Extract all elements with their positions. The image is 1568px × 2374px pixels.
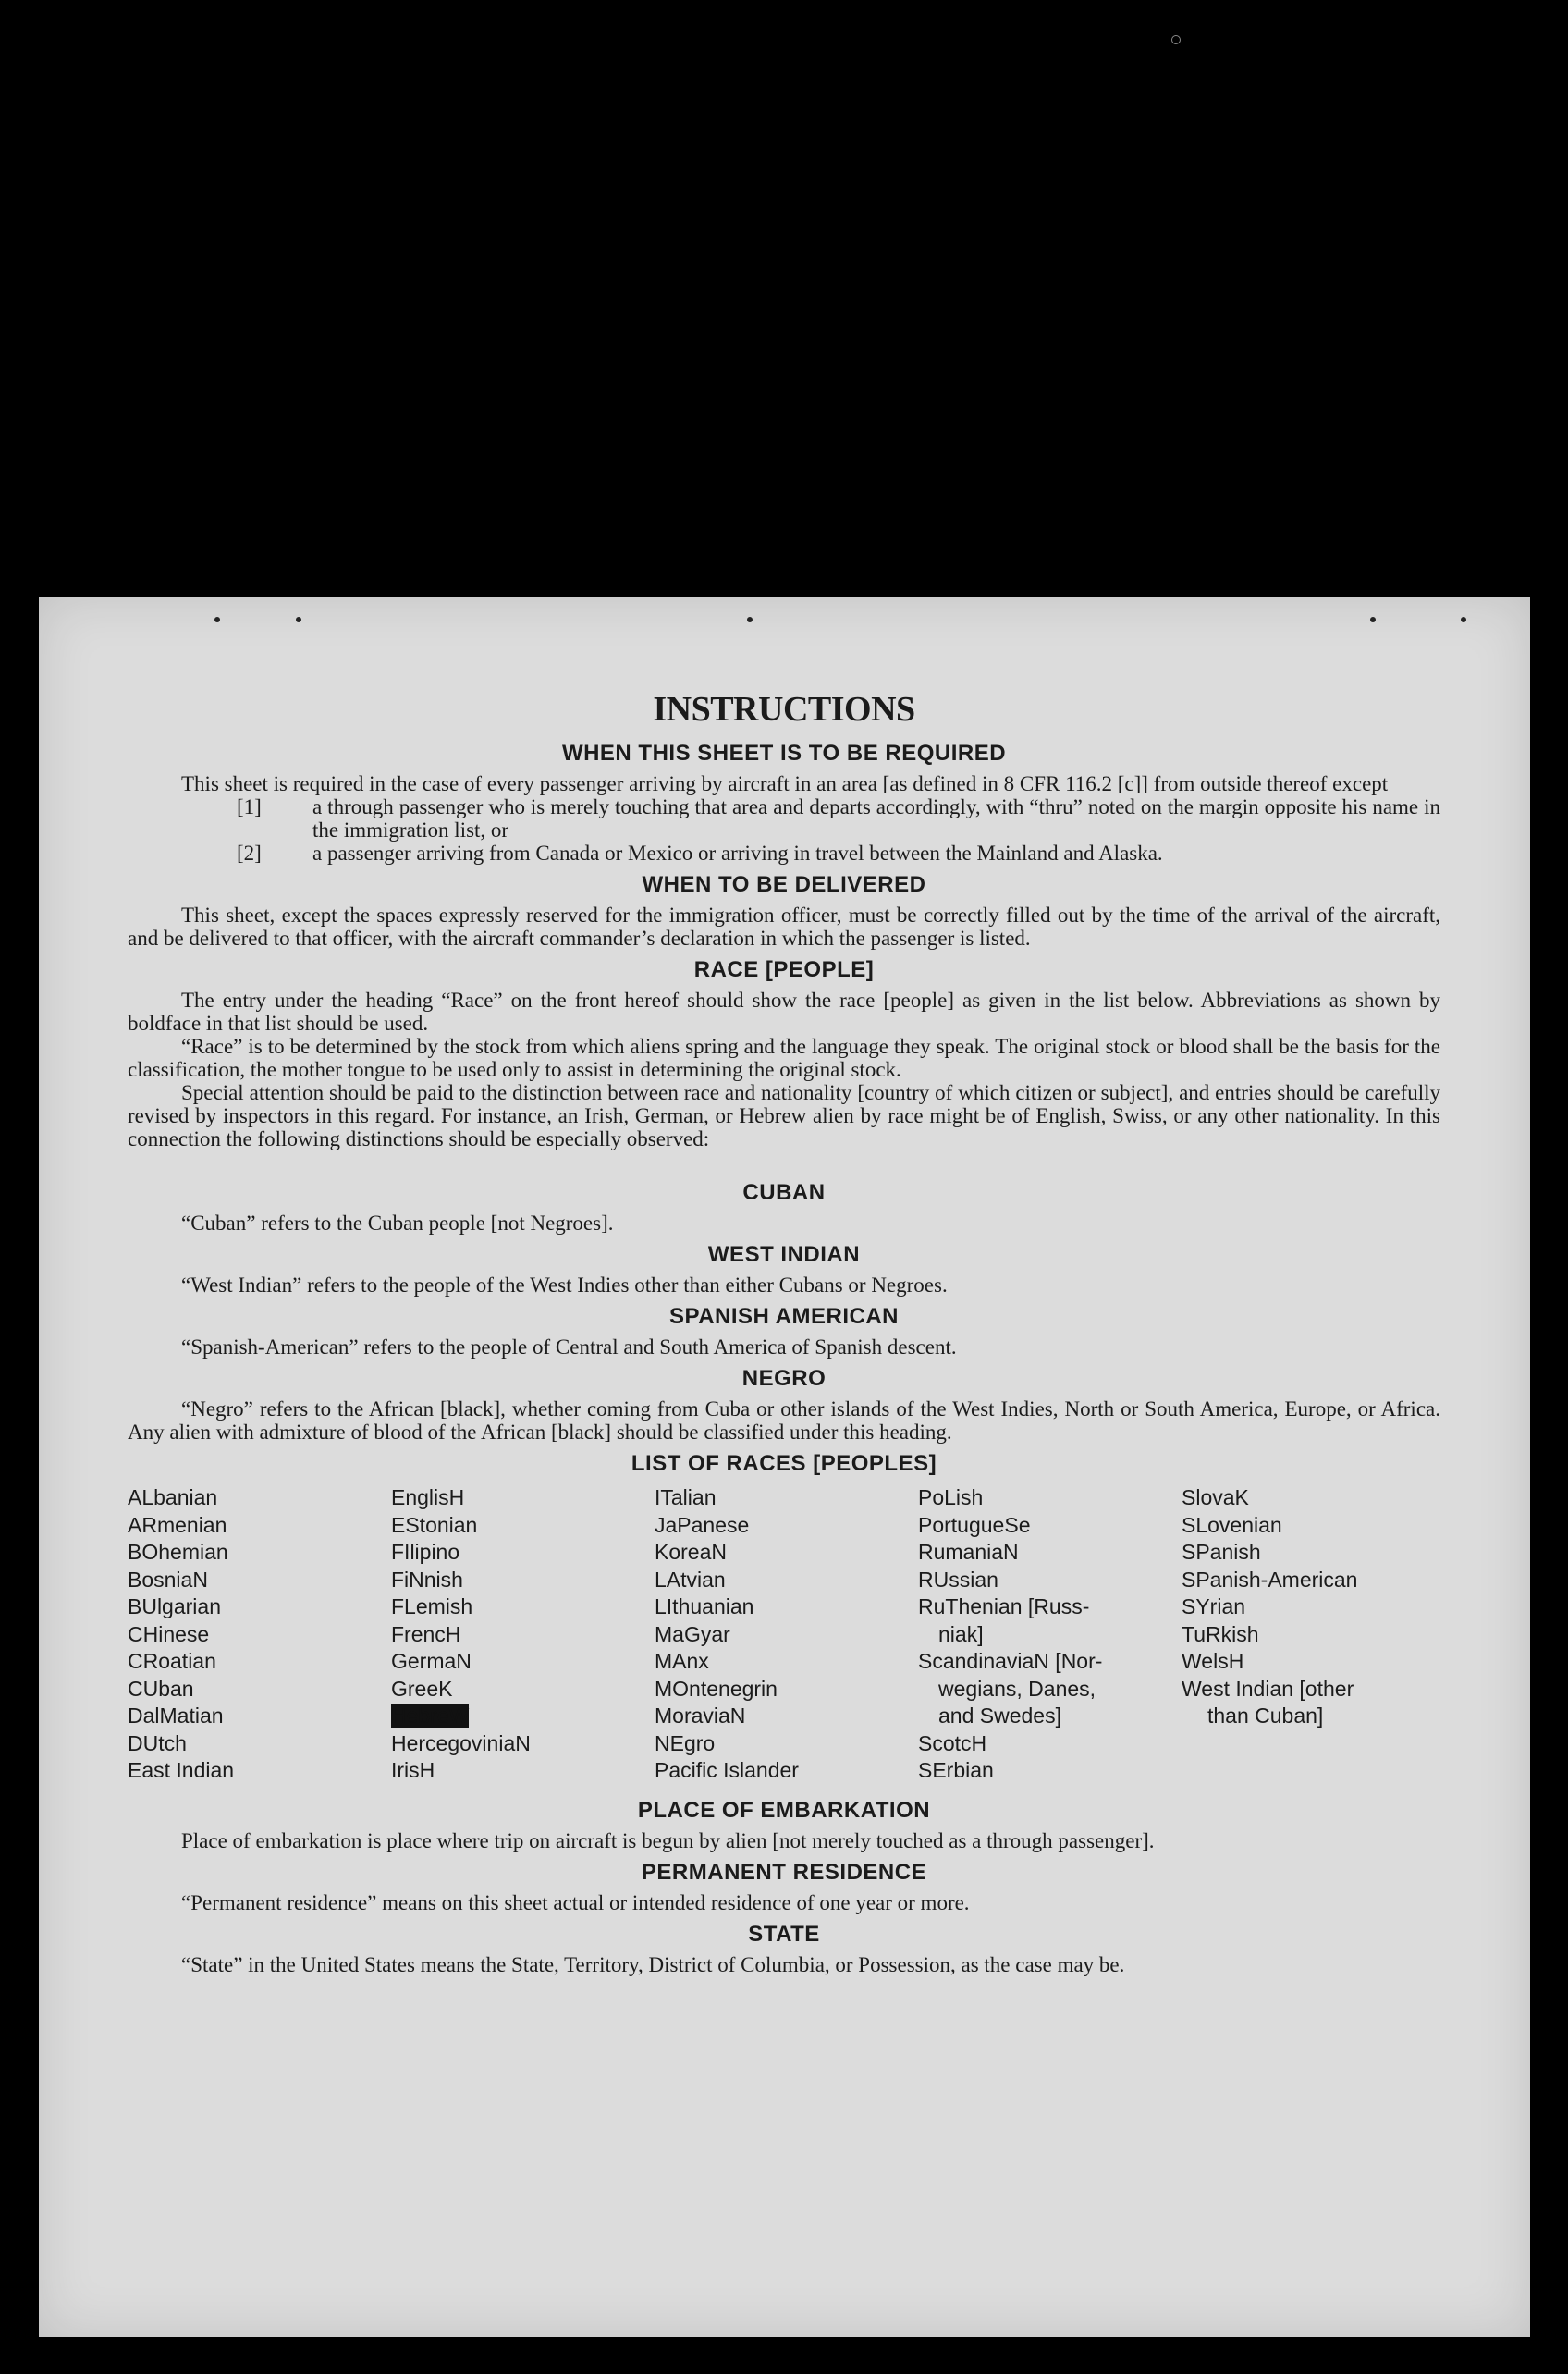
heading-required: WHEN THIS SHEET IS TO BE REQUIRED	[561, 741, 1007, 766]
heading-spanish-american: SPANISH AMERICAN	[668, 1304, 899, 1329]
heading-west-indian: WEST INDIAN	[707, 1242, 861, 1267]
races-column	[128, 1484, 391, 1785]
race-entry: ScandinaviaN [Nor-	[918, 1649, 1103, 1673]
exception-number: [1]	[237, 795, 262, 818]
race-entry: PoLish	[918, 1485, 984, 1509]
race-entry: wegians, Danes,	[938, 1676, 1096, 1701]
race-entry: FIlipino	[391, 1540, 460, 1564]
race-entry: FrencH	[391, 1621, 461, 1646]
required-text: This sheet is required in the case of every passenger arriving by aircraft in an area [as defined in 8 CFR 116.2 [c]] from outside thereof except	[181, 772, 1389, 795]
race-paragraph: Special attention should be paid to the distinction between race and nationality [country of which citizen or subject], and entries should be carefully revised by inspectors in this regard. For instance, an Irish, German, or Hebrew alien by race might be of English, Swiss, or any other nationality. In this connection the following distinctions should be especially observed:	[128, 1081, 1440, 1150]
race-entry: ALbanian	[128, 1485, 218, 1509]
race-entry: BosniaN	[128, 1567, 208, 1592]
exception-text: a through passenger who is merely touching that area and departs accordingly, with “thru” noted on the margin opposite his name in the immigration list, or	[312, 795, 1440, 842]
corner-mark	[1171, 35, 1181, 44]
race-entry: RuThenian [Russ-	[918, 1594, 1090, 1618]
document-body	[128, 689, 1440, 1976]
race-entry: LAtvian	[655, 1567, 726, 1592]
race-entry: CRoatian	[128, 1649, 216, 1673]
heading-embarkation: PLACE OF EMBARKATION	[637, 1797, 931, 1823]
race-entry: niak]	[938, 1621, 984, 1646]
race-entry	[391, 1703, 655, 1730]
exception-text: a passenger arriving from Canada or Mexico or arriving in travel between the Mainland and Alaska.	[312, 842, 1163, 865]
race-entry: RumaniaN	[918, 1540, 1019, 1564]
race-entry: ITalian	[655, 1485, 717, 1509]
heading-list-of-races: LIST OF RACES [PEOPLES]	[631, 1451, 937, 1476]
race-entry: BOhemian	[128, 1540, 228, 1564]
punch-mark	[1461, 617, 1466, 622]
races-column	[391, 1484, 655, 1785]
page-title: INSTRUCTIONS	[653, 690, 915, 729]
race-entry: SlovaK	[1182, 1485, 1249, 1509]
race-entry: DUtch	[128, 1730, 187, 1755]
race-entry: MOntenegrin	[655, 1676, 778, 1701]
race-entry: BUlgarian	[128, 1594, 221, 1618]
instruction-sheet	[39, 597, 1530, 2337]
spanish-american-text: “Spanish-American” refers to the people of Central and South America of Spanish descent.	[181, 1335, 957, 1359]
race-entry: JaPanese	[655, 1512, 750, 1537]
punch-mark	[747, 617, 753, 622]
race-entry: FiNnish	[391, 1567, 463, 1592]
west-indian-text: “West Indian” refers to the people of the West Indies other than either Cubans or Negroes.	[181, 1273, 948, 1297]
race-entry: West Indian [other	[1182, 1676, 1354, 1701]
race-entry: SLovenian	[1182, 1512, 1282, 1537]
race-entry: EnglisH	[391, 1485, 465, 1509]
race-entry: Pacific Islander	[655, 1758, 799, 1782]
race-entry: LIthuanian	[655, 1594, 754, 1618]
residence-text: “Permanent residence” means on this sheet actual or intended residence of one year or more.	[181, 1890, 970, 1914]
races-column	[918, 1484, 1182, 1785]
race-paragraph: “Race” is to be determined by the stock from which aliens spring and the language they speak. The original stock or blood shall be the basis for the classification, the mother tongue to be used only to assist in determining the original stock.	[128, 1035, 1440, 1081]
race-entry: TuRkish	[1182, 1621, 1259, 1646]
race-entry: CUban	[128, 1676, 194, 1701]
race-entry: PortugueSe	[918, 1512, 1031, 1537]
punch-mark	[214, 617, 220, 622]
race-entry: SErbian	[918, 1758, 994, 1782]
heading-delivered: WHEN TO BE DELIVERED	[642, 872, 926, 897]
negro-text: “Negro” refers to the African [black], whether coming from Cuba or other islands of the West Indies, North or South America, Europe, or Africa. Any alien with admixture of blood of the African [black] should be classified under this heading.	[128, 1397, 1440, 1444]
exception-item	[128, 842, 1440, 865]
race-entry: GreeK	[391, 1676, 453, 1701]
heading-negro: NEGRO	[741, 1366, 827, 1391]
race-entry: MAnx	[655, 1649, 709, 1673]
race-entry: HercegoviniaN	[391, 1730, 531, 1755]
heading-permanent-residence: PERMANENT RESIDENCE	[641, 1859, 927, 1885]
race-entry: ScotcH	[918, 1730, 987, 1755]
race-entry: ARmenian	[128, 1512, 227, 1537]
race-entry: IrisH	[391, 1758, 435, 1782]
race-entry: DalMatian	[128, 1704, 224, 1728]
embarkation-text: Place of embarkation is place where trip on aircraft is begun by alien [not merely touched as a through passenger].	[181, 1828, 1155, 1852]
race-entry: SPanish	[1182, 1540, 1261, 1564]
race-entry: MoraviaN	[655, 1704, 746, 1728]
race-entry: East Indian	[128, 1758, 235, 1782]
races-column	[1182, 1484, 1445, 1785]
race-entry: FLemish	[391, 1594, 473, 1618]
race-entry: CHinese	[128, 1621, 210, 1646]
race-entry: than Cuban]	[1207, 1704, 1324, 1728]
race-entry: WelsH	[1182, 1649, 1244, 1673]
race-entry: and Swedes]	[938, 1704, 1061, 1728]
punch-mark	[1370, 617, 1376, 622]
state-text: “State” in the United States means the State, Territory, District of Columbia, or Possession, as the case may be.	[181, 1952, 1125, 1976]
struck-race-entry: HebreW	[391, 1704, 470, 1728]
race-entry: SPanish-American	[1182, 1567, 1358, 1592]
race-entry: KoreaN	[655, 1540, 727, 1564]
races-list	[128, 1484, 1440, 1785]
race-entry: SYrian	[1182, 1594, 1246, 1618]
race-entry: NEgro	[655, 1730, 716, 1755]
race-entry: RUssian	[918, 1567, 998, 1592]
exception-number: [2]	[237, 842, 262, 865]
race-paragraph: The entry under the heading “Race” on the front hereof should show the race [people] as given in the list below. Abbreviations as shown by boldface in that list should be used.	[128, 989, 1440, 1035]
delivered-text: This sheet, except the spaces expressly reserved for the immigration officer, must be correctly filled out by the time of the arrival of the aircraft, and be delivered to that officer, with the aircraft commander’s declaration in which the passenger is listed.	[128, 904, 1440, 950]
heading-race: RACE [PEOPLE]	[693, 957, 875, 982]
heading-state: STATE	[748, 1921, 820, 1947]
cuban-text: “Cuban” refers to the Cuban people [not Negroes].	[181, 1212, 614, 1235]
punch-mark	[296, 617, 301, 622]
race-entry: GermaN	[391, 1649, 472, 1673]
heading-cuban: CUBAN	[742, 1180, 826, 1205]
exception-item	[128, 795, 1440, 842]
races-column	[655, 1484, 918, 1785]
race-entry: EStonian	[391, 1512, 478, 1537]
race-entry: MaGyar	[655, 1621, 730, 1646]
